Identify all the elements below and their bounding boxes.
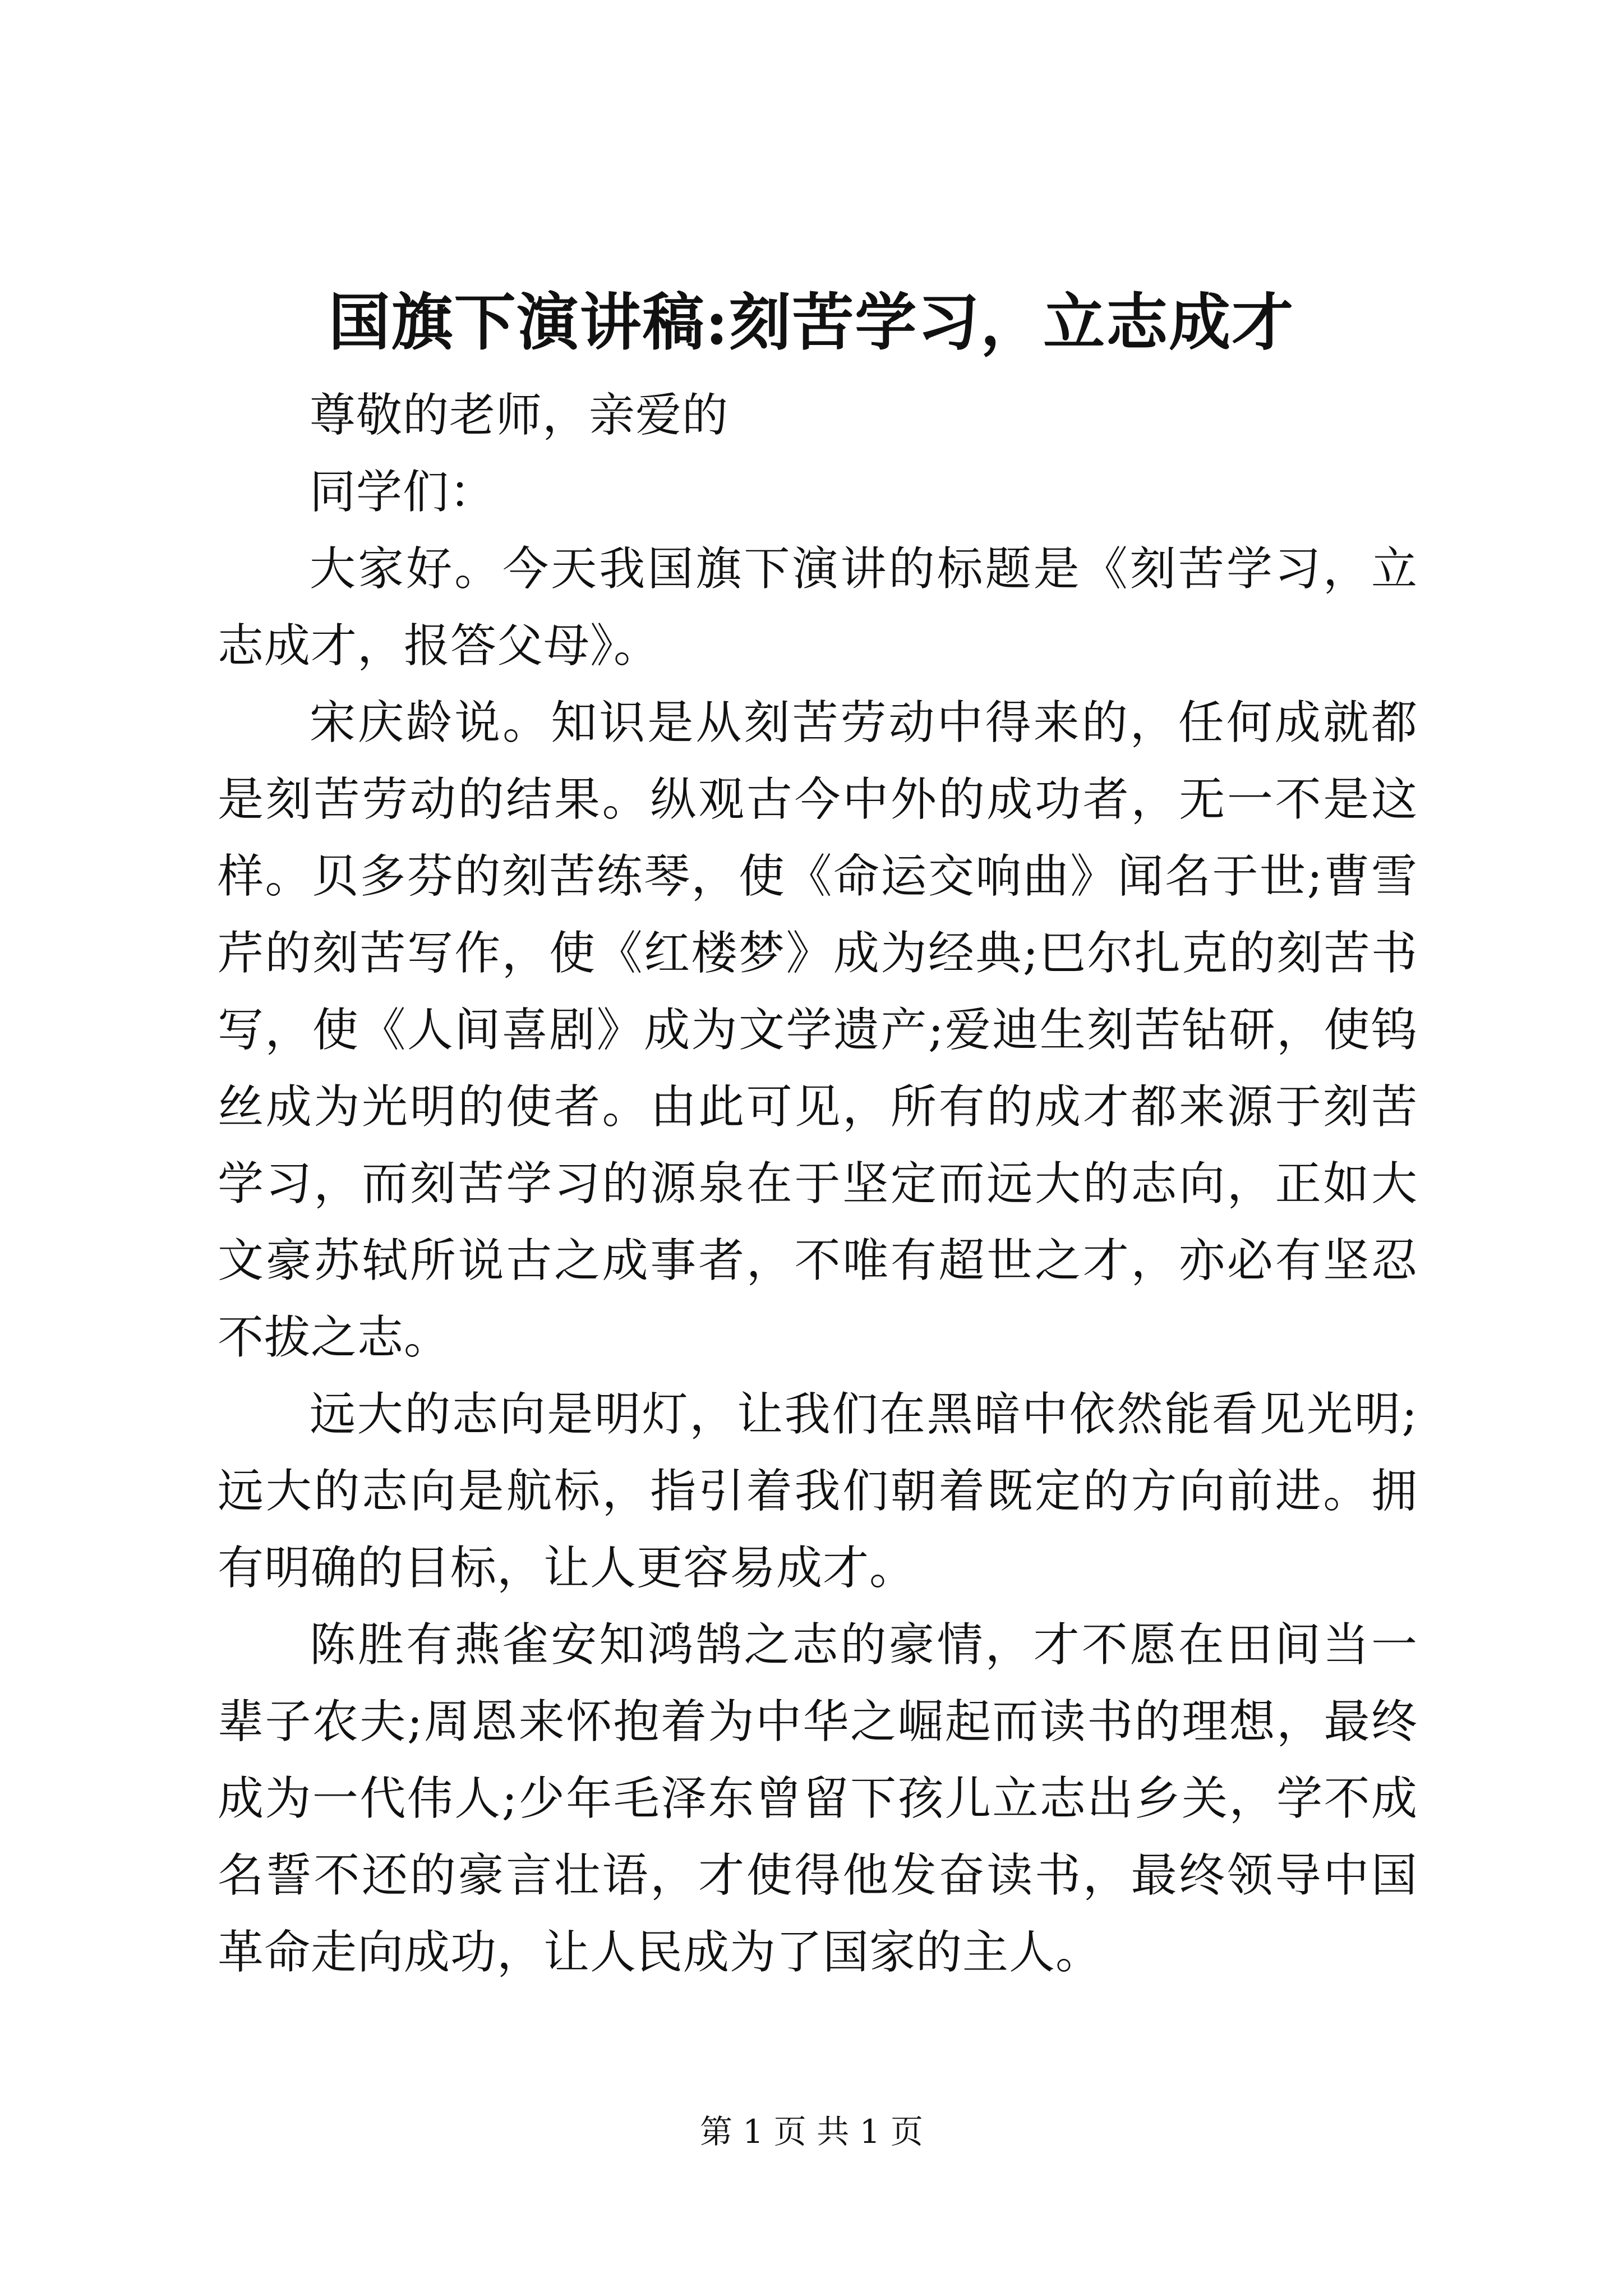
page-footer: 第 1 页 共 1 页 — [700, 2113, 923, 2151]
salutation-line: 同学们： — [310, 466, 496, 519]
body-paragraph: 大家好。今天我国旗下演讲的标题是《刻苦学习，立志成才，报答父母》。 — [218, 542, 1418, 673]
document-title: 国旗下演讲稿:刻苦学习，立志成才 — [328, 286, 1295, 358]
body-paragraph: 宋庆龄说。知识是从刻苦劳动中得来的，任何成就都是刻苦劳动的结果。纵观古今中外的成功者，无一不是这样。贝多芬的刻苦练琴，使《命运交响曲》闻名于世;曹雪芹的刻苦写作，使《红楼梦》成为经典;巴尔扎克的刻苦书写，使《人间喜剧》成为文学遗产;爱迪生刻苦钻研，使钨丝成为光明的使者。由此可见，所有的成才都来源于刻苦学习，而刻苦学习的源泉在于坚定而远大的志向，正如大文豪苏轼所说古之成事者，不唯有超世之才，亦必有坚忍不拔之志。 — [218, 696, 1418, 1364]
body-paragraph: 远大的志向是明灯，让我们在黑暗中依然能看见光明;远大的志向是航标，指引着我们朝着既定的方向前进。拥有明确的目标，让人更容易成才。 — [218, 1388, 1418, 1595]
salutation-line: 尊敬的老师，亲爱的 — [310, 389, 729, 442]
document-body — [218, 377, 1418, 1991]
body-paragraph: 陈胜有燕雀安知鸿鹄之志的豪情，才不愿在田间当一辈子农夫;周恩来怀抱着为中华之崛起而读书的理想，最终成为一代伟人;少年毛泽东曾留下孩儿立志出乡关，学不成名誓不还的豪言壮语，才使得他发奋读书，最终领导中国革命走向成功，让人民成为了国家的主人。 — [218, 1618, 1418, 1979]
